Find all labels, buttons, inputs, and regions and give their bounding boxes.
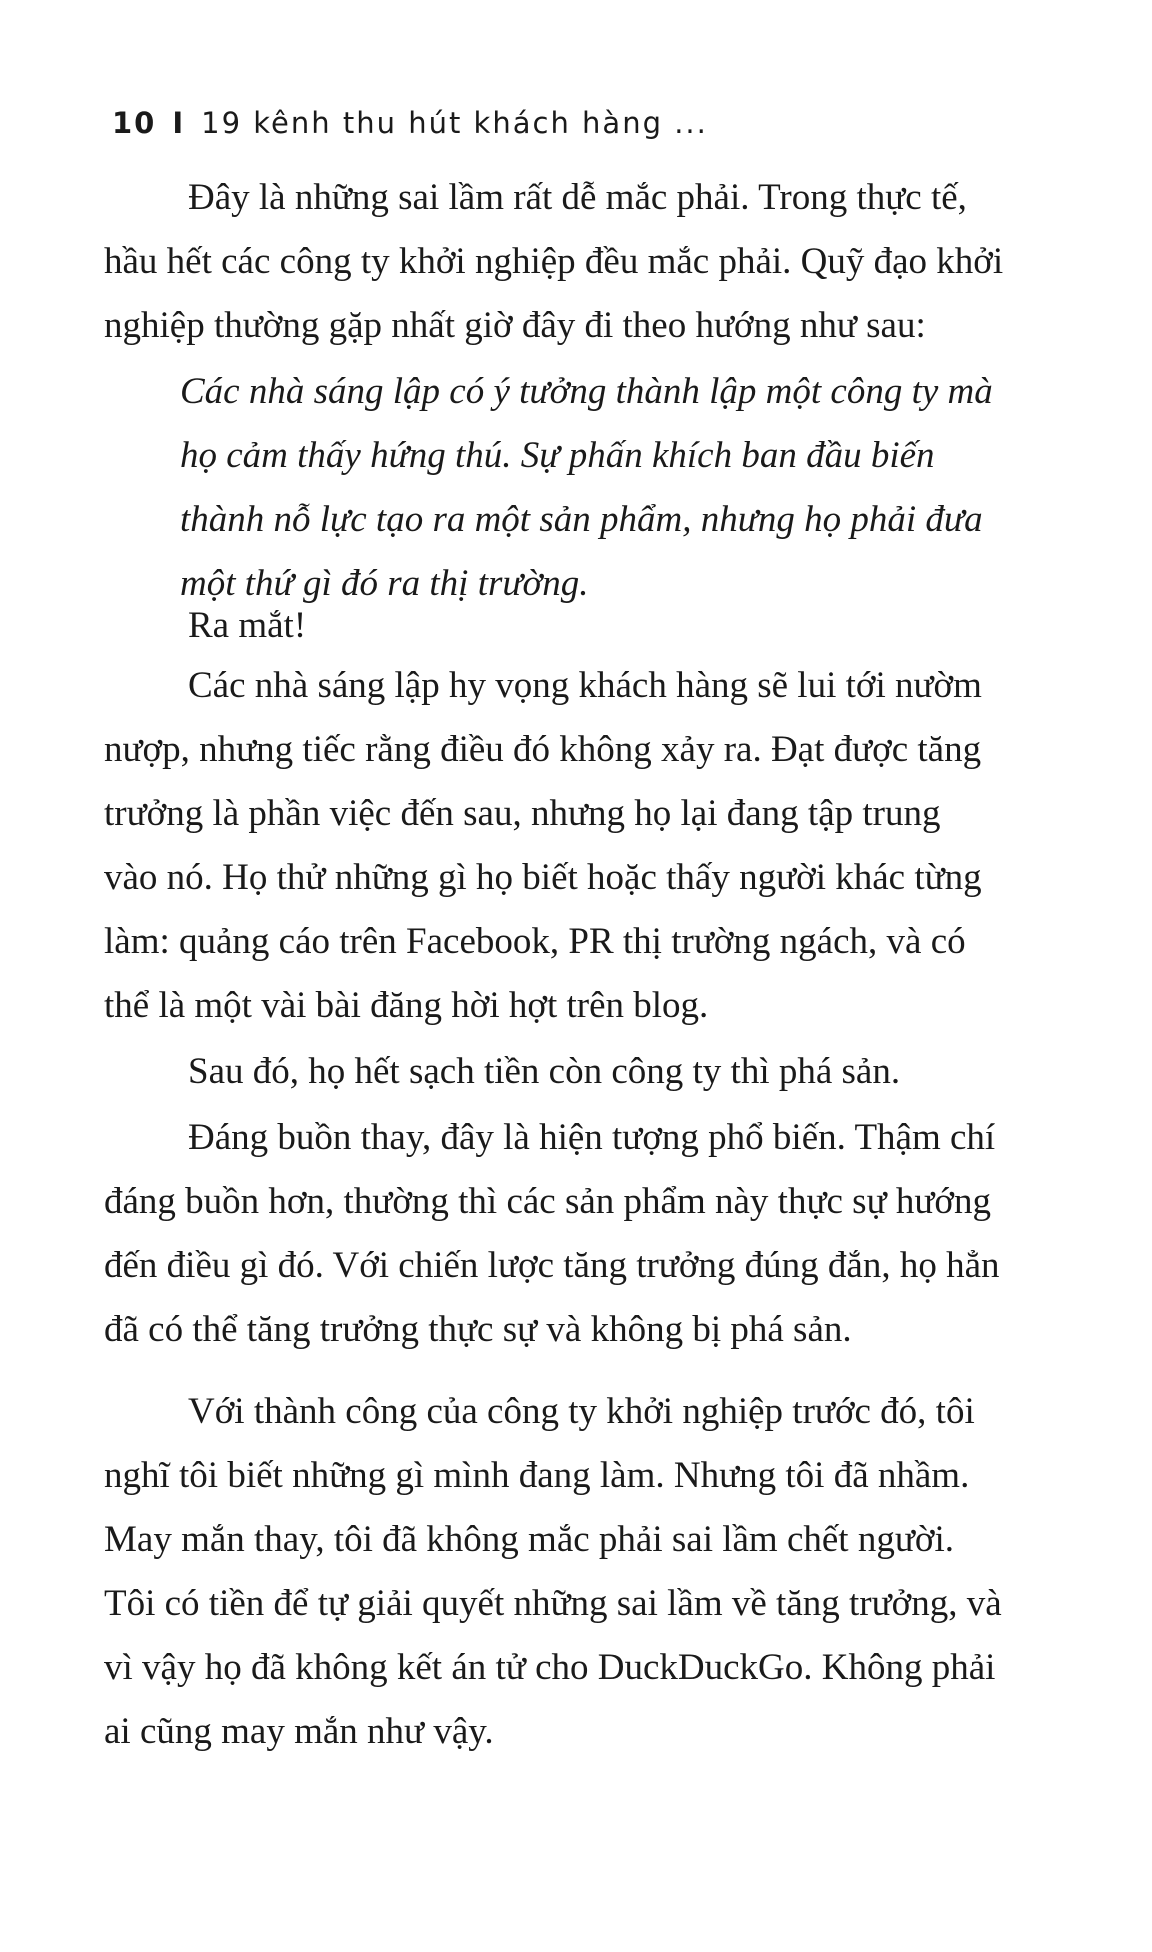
text-line: thể là một vài bài đăng hời hợt trên blog. — [104, 985, 709, 1026]
text-line: đáng buồn hơn, thường thì các sản phẩm này thực sự hướng — [104, 1181, 991, 1222]
text-line: Các nhà sáng lập hy vọng khách hàng sẽ lui tới nườm — [188, 665, 982, 706]
quote-line: Các nhà sáng lập có ý tưởng thành lập một công ty mà — [180, 371, 993, 412]
paragraph-1 — [104, 166, 1076, 358]
text-line: Đáng buồn thay, đây là hiện tượng phổ biến. Thậm chí — [188, 1117, 996, 1158]
text-line: làm: quảng cáo trên Facebook, PR thị trường ngách, và có — [104, 921, 966, 962]
running-header — [112, 106, 708, 140]
text-line: vào nó. Họ thử những gì họ biết hoặc thấy người khác từng — [104, 857, 982, 898]
quote-line: một thứ gì đó ra thị trường. — [180, 563, 589, 604]
quote-line: họ cảm thấy hứng thú. Sự phấn khích ban đầu biến — [180, 435, 935, 476]
quote-line: thành nỗ lực tạo ra một sản phẩm, nhưng họ phải đưa — [180, 499, 983, 540]
paragraph-3 — [104, 1040, 1076, 1104]
text-line: đã có thể tăng trưởng thực sự và không bị phá sản. — [104, 1309, 852, 1350]
text-line: nghiệp thường gặp nhất giờ đây đi theo hướng như sau: — [104, 305, 926, 346]
text-line: ai cũng may mắn như vậy. — [104, 1711, 494, 1752]
paragraph-5 — [104, 1380, 1076, 1764]
paragraph-4 — [104, 1106, 1076, 1362]
text-line: May mắn thay, tôi đã không mắc phải sai lầm chết người. — [104, 1519, 954, 1560]
text-line: vì vậy họ đã không kết án tử cho DuckDuckGo. Không phải — [104, 1647, 996, 1688]
launch-line: Ra mắt! — [188, 605, 307, 646]
text-line: hầu hết các công ty khởi nghiệp đều mắc phải. Quỹ đạo khởi — [104, 241, 1004, 282]
running-title: 19 kênh thu hút khách hàng ... — [201, 106, 708, 140]
header-separator: I — [172, 106, 186, 140]
text-line: Đây là những sai lầm rất dễ mắc phải. Trong thực tế, — [188, 177, 967, 218]
text-line: nượp, nhưng tiếc rằng điều đó không xảy ra. Đạt được tăng — [104, 729, 982, 770]
text-line: Sau đó, họ hết sạch tiền còn công ty thì phá sản. — [188, 1051, 901, 1092]
text-line: trưởng là phần việc đến sau, nhưng họ lại đang tập trung — [104, 793, 941, 834]
text-line: Tôi có tiền để tự giải quyết những sai lầm về tăng trưởng, và — [104, 1583, 1002, 1624]
text-line: nghĩ tôi biết những gì mình đang làm. Nhưng tôi đã nhầm. — [104, 1455, 970, 1496]
text-line: đến điều gì đó. Với chiến lược tăng trưởng đúng đắn, họ hẳn — [104, 1245, 1000, 1286]
paragraph-2 — [104, 654, 1076, 1038]
text-line: Với thành công của công ty khởi nghiệp trước đó, tôi — [188, 1391, 975, 1432]
italic-quote — [180, 360, 1060, 616]
page-number: 10 — [112, 106, 157, 140]
